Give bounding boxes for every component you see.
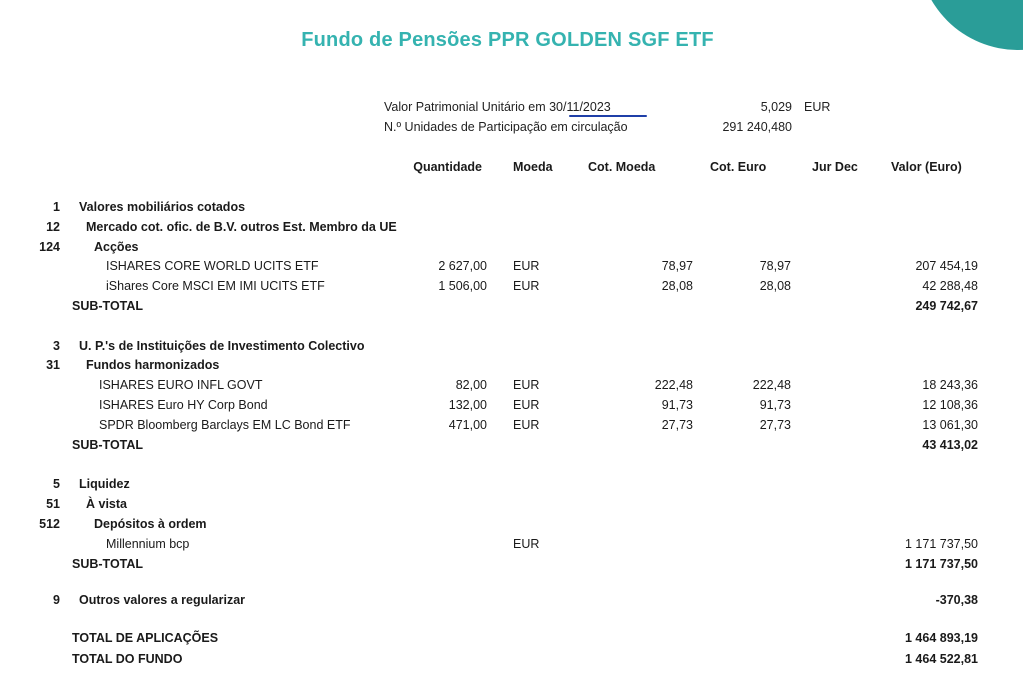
category-row (0, 240, 1023, 260)
category-row (0, 358, 1023, 378)
cot-euro-cell: 28,08 (759, 279, 791, 293)
currency-cell: EUR (513, 537, 540, 551)
cot-euro-cell: 27,73 (759, 418, 791, 432)
category-label: Fundos harmonizados (86, 358, 220, 372)
subtotal-row (0, 652, 1023, 672)
col-jur-dec: Jur Dec (812, 160, 858, 174)
subtotal-row (0, 299, 1023, 319)
value-cell: 13 061,30 (922, 418, 978, 432)
cot-moeda-cell: 91,73 (661, 398, 693, 412)
security-name: iShares Core MSCI EM IMI UCITS ETF (106, 279, 325, 293)
cot-moeda-cell: 28,08 (661, 279, 693, 293)
currency-cell: EUR (513, 398, 540, 412)
col-quantidade: Quantidade (413, 160, 482, 174)
vpu-label: Valor Patrimonial Unitário em 30/11/2023 (384, 100, 611, 114)
holding-row (0, 537, 1023, 557)
cot-moeda-cell: 78,97 (661, 259, 693, 273)
value-cell: 1 464 893,19 (905, 631, 978, 645)
subtotal-label: SUB-TOTAL (72, 299, 144, 313)
holding-row (0, 418, 1023, 438)
col-moeda: Moeda (513, 160, 553, 174)
category-code: 3 (53, 339, 60, 353)
value-cell: -370,38 (935, 593, 978, 607)
security-name: ISHARES Euro HY Corp Bond (99, 398, 268, 412)
category-label: Outros valores a regularizar (79, 593, 246, 607)
holding-row (0, 279, 1023, 299)
col-cot-moeda: Cot. Moeda (588, 160, 656, 174)
category-code: 124 (39, 240, 60, 254)
category-row (0, 477, 1023, 497)
page-title: Fundo de Pensões PPR GOLDEN SGF ETF (301, 29, 714, 51)
security-name: Millennium bcp (106, 537, 190, 551)
category-row (0, 220, 1023, 240)
date-underline (569, 115, 647, 117)
category-code: 12 (46, 220, 60, 234)
category-label: À vista (86, 497, 127, 511)
value-cell: 249 742,67 (915, 299, 978, 313)
subtotal-label: TOTAL DO FUNDO (72, 652, 183, 666)
currency-cell: EUR (513, 378, 540, 392)
vpu-currency: EUR (804, 100, 831, 114)
value-cell: 207 454,19 (915, 259, 978, 273)
vpu-value: 5,029 (760, 100, 792, 114)
value-cell: 1 464 522,81 (905, 652, 978, 666)
category-label: Valores mobiliários cotados (79, 200, 246, 214)
value-cell: 43 413,02 (922, 438, 978, 452)
units-label: N.º Unidades de Participação em circulação (384, 120, 628, 134)
category-row (0, 339, 1023, 359)
subtotal-row (0, 438, 1023, 458)
value-cell: 12 108,36 (922, 398, 978, 412)
holding-row (0, 259, 1023, 279)
currency-cell: EUR (513, 418, 540, 432)
category-label: U. P.'s de Instituições de Investimento Colectivo (79, 339, 365, 353)
subtotal-row (0, 557, 1023, 577)
cot-euro-cell: 91,73 (759, 398, 791, 412)
category-code: 31 (46, 358, 60, 372)
currency-cell: EUR (513, 259, 540, 273)
category-label: Depósitos à ordem (94, 517, 207, 531)
category-row (0, 497, 1023, 517)
cot-moeda-cell: 27,73 (661, 418, 693, 432)
category-row (0, 593, 1023, 613)
category-code: 512 (39, 517, 60, 531)
value-cell: 18 243,36 (922, 378, 978, 392)
quantity-cell: 2 627,00 (438, 259, 487, 273)
category-row (0, 517, 1023, 537)
value-cell: 1 171 737,50 (905, 557, 978, 571)
category-row (0, 200, 1023, 220)
cot-moeda-cell: 222,48 (654, 378, 693, 392)
quantity-cell: 471,00 (448, 418, 487, 432)
category-code: 51 (46, 497, 60, 511)
category-label: Mercado cot. ofic. de B.V. outros Est. Membro da UE (86, 220, 397, 234)
col-valor: Valor (Euro) (891, 160, 962, 174)
subtotal-label: SUB-TOTAL (72, 557, 144, 571)
quantity-cell: 1 506,00 (438, 279, 487, 293)
category-label: Liquidez (79, 477, 130, 491)
subtotal-label: TOTAL DE APLICAÇÕES (72, 631, 219, 645)
currency-cell: EUR (513, 279, 540, 293)
holding-row (0, 378, 1023, 398)
category-code: 1 (53, 200, 60, 214)
quantity-cell: 82,00 (455, 378, 487, 392)
value-cell: 42 288,48 (922, 279, 978, 293)
cot-euro-cell: 222,48 (752, 378, 791, 392)
security-name: SPDR Bloomberg Barclays EM LC Bond ETF (99, 418, 351, 432)
quantity-cell: 132,00 (448, 398, 487, 412)
category-code: 5 (53, 477, 60, 491)
subtotal-label: SUB-TOTAL (72, 438, 144, 452)
security-name: ISHARES EURO INFL GOVT (99, 378, 263, 392)
units-value: 291 240,480 (722, 120, 792, 134)
value-cell: 1 171 737,50 (905, 537, 978, 551)
security-name: ISHARES CORE WORLD UCITS ETF (106, 259, 319, 273)
category-label: Acções (94, 240, 139, 254)
col-cot-euro: Cot. Euro (710, 160, 767, 174)
subtotal-row (0, 631, 1023, 651)
cot-euro-cell: 78,97 (759, 259, 791, 273)
category-code: 9 (53, 593, 60, 607)
holding-row (0, 398, 1023, 418)
